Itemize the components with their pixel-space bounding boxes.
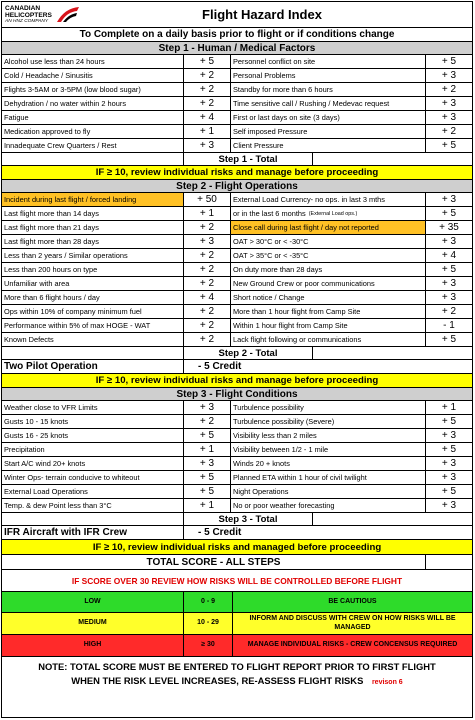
step3-item-row (2, 457, 472, 471)
risk-item-score: + 3 (441, 98, 457, 109)
step2-item-row (2, 263, 472, 277)
step1-item-row (2, 55, 472, 69)
risk-item-label: Lack flight following or communications (233, 335, 362, 344)
step3-item-row (2, 443, 472, 457)
risk-item-score: + 50 (197, 194, 217, 205)
risk-item-score: + 2 (441, 306, 457, 317)
risk-item-note: (External Load ops.) (308, 210, 358, 217)
flight-hazard-index-form (1, 1, 473, 718)
risk-item-score: + 5 (199, 56, 215, 67)
risk-item-label: On duty more than 28 days (233, 265, 323, 274)
risk-item-label: or in the last 6 months (233, 209, 306, 218)
step3-heading-row (2, 388, 472, 401)
step1-item-row (2, 111, 472, 125)
step1-item-row (2, 125, 472, 139)
risk-item-score: + 5 (441, 444, 457, 455)
step2-items (2, 193, 472, 347)
risk-item-score: + 35 (439, 222, 459, 233)
risk-item-label: Precipitation (4, 445, 45, 454)
step1-item-row (2, 69, 472, 83)
risk-item-score: + 5 (441, 140, 457, 151)
ifr-credit: - 5 Credit (198, 527, 242, 538)
risk-item-score: + 5 (441, 334, 457, 345)
risk-item-label: Alcohol use less than 24 hours (4, 57, 105, 66)
score-warning: IF SCORE OVER 30 REVIEW HOW RISKS WILL BE CONTROLLED BEFORE FLIGHT (71, 575, 403, 586)
risk-range-medium: 10 - 29 (184, 613, 233, 634)
risk-item-label: Winter Ops- terrain conducive to whiteout (4, 473, 140, 482)
step2-total-input[interactable] (313, 347, 472, 359)
footer-note (2, 657, 472, 692)
risk-item-score: + 3 (441, 458, 457, 469)
risk-item-score: + 3 (441, 194, 457, 205)
two-pilot-credit-row (2, 360, 472, 374)
risk-item-score: + 2 (199, 334, 215, 345)
risk-item-score: + 3 (199, 140, 215, 151)
step2-item-row (2, 235, 472, 249)
risk-item-score: + 2 (441, 126, 457, 137)
risk-item-score: + 5 (441, 416, 457, 427)
ifr-label: IFR Aircraft with IFR Crew (2, 526, 184, 539)
risk-item-score: + 2 (199, 264, 215, 275)
step1-total-input[interactable] (313, 153, 472, 165)
two-pilot-credit: - 5 Credit (198, 361, 242, 372)
risk-item-score: + 3 (441, 70, 457, 81)
risk-item-score: + 5 (199, 486, 215, 497)
risk-item-score: + 1 (199, 500, 215, 511)
step2-item-row (2, 333, 472, 347)
step3-item-row (2, 429, 472, 443)
risk-high-row (2, 635, 472, 657)
step3-item-row (2, 415, 472, 429)
step3-total-input[interactable] (313, 513, 472, 525)
company-logo (2, 2, 112, 27)
risk-item-score: + 1 (441, 402, 457, 413)
risk-item-score: + 1 (199, 444, 215, 455)
step2-item-row (2, 319, 472, 333)
risk-item-score: + 3 (199, 236, 215, 247)
risk-item-score: + 5 (199, 430, 215, 441)
risk-item-label: Close call during last flight / day not reported (233, 223, 379, 232)
risk-item-label: Visibility between 1/2 - 1 mile (233, 445, 329, 454)
risk-item-score: + 1 (199, 126, 215, 137)
note-row (2, 657, 472, 692)
step2-item-row (2, 249, 472, 263)
risk-level-medium: MEDIUM (2, 613, 184, 634)
risk-action-low: BE CAUTIOUS (328, 597, 377, 605)
risk-item-label: Weather close to VFR Limits (4, 403, 98, 412)
risk-item-label: Planned ETA within 1 hour of civil twilight (233, 473, 367, 482)
risk-item-score: + 4 (441, 250, 457, 261)
risk-item-score: + 3 (199, 458, 215, 469)
risk-item-label: Within 1 hour flight from Camp Site (233, 321, 348, 330)
step1-item-row (2, 97, 472, 111)
risk-item-label: Fatigue (4, 113, 29, 122)
step1-heading: Step 1 - Human / Medical Factors (158, 42, 316, 54)
risk-item-label: Less than 2 years / Similar operations (4, 251, 128, 260)
risk-item-score: + 3 (441, 472, 457, 483)
logo-tagline: AN HNZ COMPANY (5, 19, 49, 24)
risk-item-label: Dehydration / no water within 2 hours (4, 99, 127, 108)
final-review-row (2, 540, 472, 555)
step3-item-row (2, 471, 472, 485)
step2-item-row (2, 277, 472, 291)
step2-total-row (2, 347, 472, 360)
risk-item-score: + 3 (441, 430, 457, 441)
risk-item-label: External Load Operations (4, 487, 88, 496)
risk-item-label: Turbulence possibility (Severe) (233, 417, 335, 426)
risk-item-label: Cold / Headache / Sinusitis (4, 71, 93, 80)
risk-item-score: + 3 (441, 292, 457, 303)
step2-total-label: Step 2 - Total (184, 347, 313, 359)
risk-range-high: ≥ 30 (184, 635, 233, 656)
risk-item-score: + 5 (441, 264, 457, 275)
risk-item-score: + 2 (199, 416, 215, 427)
risk-item-label: Night Operations (233, 487, 289, 496)
risk-medium-row (2, 613, 472, 635)
risk-item-label: Innadequate Crew Quarters / Rest (4, 141, 117, 150)
step3-total-row (2, 513, 472, 526)
risk-item-label: Winds 20 + knots (233, 459, 290, 468)
warning-row (2, 570, 472, 592)
risk-item-label: OAT > 30°C or < -30°C (233, 237, 309, 246)
logo-line2: HELICOPTERS (5, 12, 52, 19)
risk-level-high: HIGH (2, 635, 184, 656)
page-title: Flight Hazard Index (202, 7, 322, 22)
risk-item-label: OAT > 35°C or < -35°C (233, 251, 309, 260)
risk-item-score: + 5 (441, 56, 457, 67)
risk-item-score: + 3 (441, 278, 457, 289)
risk-item-label: Medication approved to fly (4, 127, 91, 136)
risk-item-label: Time sensitive call / Rushing / Medevac request (233, 99, 390, 108)
risk-item-label: New Ground Crew or poor communications (233, 279, 375, 288)
risk-item-label: Unfamiliar with area (4, 279, 70, 288)
risk-action-medium: INFORM AND DISCUSS WITH CREW ON HOW RISKS WILL BE MANAGED (249, 615, 456, 631)
risk-item-score: + 2 (441, 84, 457, 95)
risk-item-score: + 2 (199, 222, 215, 233)
step1-review-row (2, 166, 472, 180)
step1-items (2, 55, 472, 153)
step3-item-row (2, 401, 472, 415)
risk-item-score: + 2 (199, 306, 215, 317)
risk-item-label: Client Pressure (233, 141, 284, 150)
risk-item-label: Flights 3-5AM or 3-5PM (low blood sugar) (4, 85, 141, 94)
instructions-row (2, 28, 472, 42)
risk-item-score: + 2 (199, 250, 215, 261)
step3-item-row (2, 499, 472, 513)
step2-item-row (2, 193, 472, 207)
step3-total-label: Step 3 - Total (184, 513, 313, 525)
risk-item-label: More than 6 flight hours / day (4, 293, 100, 302)
risk-item-score: + 2 (199, 278, 215, 289)
risk-item-label: First or last days on site (3 days) (233, 113, 340, 122)
risk-item-score: + 5 (441, 486, 457, 497)
risk-item-score: + 4 (199, 292, 215, 303)
risk-item-score: + 4 (199, 112, 215, 123)
risk-item-label: Self imposed Pressure (233, 127, 308, 136)
revision-label: revison 6 (371, 678, 403, 686)
step2-item-row (2, 291, 472, 305)
step2-review-note: IF ≥ 10, review individual risks and manage before proceeding (95, 375, 379, 386)
risk-item-score: + 3 (441, 112, 457, 123)
step1-item-row (2, 139, 472, 153)
risk-item-label: More than 1 hour flight from Camp Site (233, 307, 361, 316)
risk-item-label: Personal Problems (233, 71, 296, 80)
risk-action-high: MANAGE INDIVIDUAL RISKS - CREW CONCENSUS REQUIRED (247, 641, 458, 649)
step2-item-row (2, 305, 472, 319)
risk-item-score: + 1 (199, 208, 215, 219)
risk-item-label: Incident during last flight / forced landing (4, 195, 137, 204)
step2-review-row (2, 374, 472, 388)
risk-item-score: + 2 (199, 84, 215, 95)
risk-range-low: 0 - 9 (184, 592, 233, 612)
risk-low-row (2, 592, 472, 613)
risk-item-label: Start A/C wind 20+ knots (4, 459, 86, 468)
step2-heading-row (2, 180, 472, 193)
logo-line1: CANADIAN (5, 5, 41, 12)
risk-item-label: Performance within 5% of max HOGE - WAT (4, 321, 151, 330)
step3-items (2, 401, 472, 513)
risk-level-low: LOW (2, 592, 184, 612)
header (2, 2, 472, 28)
risk-item-label: No or poor weather forecasting (233, 501, 335, 510)
risk-item-label: Last flight more than 21 days (4, 223, 99, 232)
final-review-note: IF ≥ 10, review individual risks and managed before proceeding (92, 541, 382, 553)
risk-item-score: + 2 (199, 320, 215, 331)
risk-item-label: Short notice / Change (233, 293, 305, 302)
risk-item-label: Standby for more than 6 hours (233, 85, 333, 94)
note-line1: NOTE: TOTAL SCORE MUST BE ENTERED TO FLIGHT REPORT PRIOR TO FIRST FLIGHT (38, 660, 436, 672)
step2-item-row (2, 207, 472, 221)
step1-total-label: Step 1 - Total (184, 153, 313, 165)
risk-item-label: Last flight more than 14 days (4, 209, 99, 218)
instructions: To Complete on a daily basis prior to flight or if conditions change (79, 29, 395, 40)
step1-review-note: IF ≥ 10, review individual risks and manage before proceeding (95, 167, 379, 178)
total-score-label: TOTAL SCORE - ALL STEPS (2, 555, 426, 569)
risk-item-label: Visibility less than 2 miles (233, 431, 317, 440)
two-pilot-label: Two Pilot Operation (2, 360, 184, 373)
step3-item-row (2, 485, 472, 499)
risk-item-label: Temp. & dew Point less than 3°C (4, 501, 112, 510)
risk-item-score: + 5 (199, 472, 215, 483)
total-score-row (2, 555, 472, 570)
risk-item-label: Turbulence possibility (233, 403, 304, 412)
ifr-credit-row (2, 526, 472, 540)
note-line2: WHEN THE RISK LEVEL INCREASES, RE-ASSESS FLIGHT RISKS (71, 674, 364, 686)
risk-item-label: Gusts 10 - 15 knots (4, 417, 69, 426)
helicopter-swoosh-icon (55, 6, 81, 24)
risk-item-score: + 3 (441, 500, 457, 511)
risk-item-score: + 2 (199, 98, 215, 109)
risk-item-score: + 3 (441, 236, 457, 247)
step2-item-row (2, 221, 472, 235)
step3-heading: Step 3 - Flight Conditions (176, 388, 298, 400)
step2-heading: Step 2 - Flight Operations (176, 180, 298, 192)
risk-item-label: Last flight more than 28 days (4, 237, 99, 246)
risk-item-score: + 3 (199, 402, 215, 413)
risk-item-score: - 1 (443, 320, 455, 331)
risk-item-label: External Load Currency- no ops. in last 3 mths (233, 195, 385, 204)
risk-item-score: + 5 (441, 208, 457, 219)
step1-heading-row (2, 42, 472, 55)
risk-item-label: Ops within 10% of company minimum fuel (4, 307, 142, 316)
risk-item-score: + 2 (199, 70, 215, 81)
total-score-input[interactable] (426, 555, 472, 569)
step1-total-row (2, 153, 472, 166)
step1-item-row (2, 83, 472, 97)
risk-item-label: Gusts 16 - 25 knots (4, 431, 69, 440)
risk-item-label: Less than 200 hours on type (4, 265, 98, 274)
risk-item-label: Personnel conflict on site (233, 57, 316, 66)
risk-item-label: Known Defects (4, 335, 54, 344)
